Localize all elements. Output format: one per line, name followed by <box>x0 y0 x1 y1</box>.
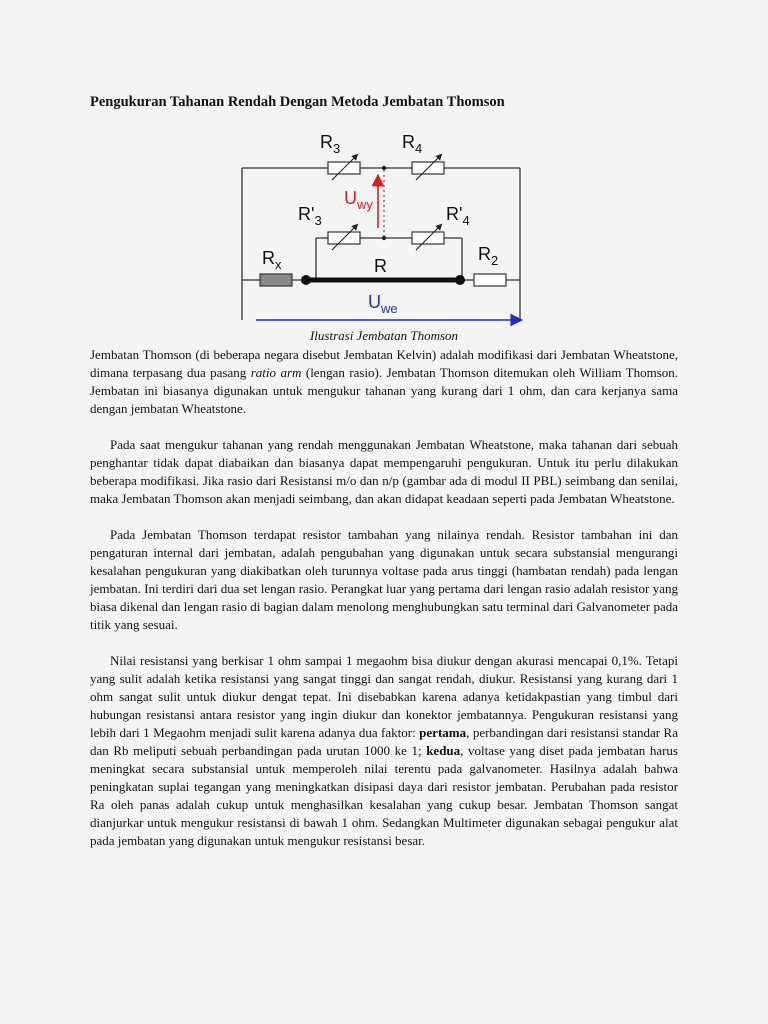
node-top-middle <box>382 166 386 170</box>
node-r-left <box>301 275 311 285</box>
node-r-right <box>455 275 465 285</box>
paragraph-4 <box>90 652 678 850</box>
document-title: Pengukuran Tahanan Rendah Dengan Metoda Jembatan Thomson <box>90 94 505 110</box>
ratio-arm-term: ratio arm <box>250 365 302 380</box>
paragraph-3: Pada Jembatan Thomson terdapat resistor tambahan yang nilainya rendah. Resistor tambahan ini dan pengaturan internal dari jembatan, adalah pengubahan yang digunakan untuk secara substansial mengurangi kesalahan pengukuran yang diakibatkan oleh turunnya voltase pada arus tinggi (hambatan rendah) pada lengan jembatan. Ini terdiri dari dua set lengan rasio. Perangkat luar yang pertama dari lengan rasio adalah resistor yang biasa dikenal dan lengan rasio di bagian dalam menolong menghubungkan satu terminal dari Galvanometer pada titik yang sesuai. <box>90 527 678 632</box>
paragraph-1 <box>90 346 678 418</box>
paragraph-4-part-b: , perbandingan dari resistansi standar Ra dan Rb meliputi sebuah perbandingan pada urutan 1000 ke 1; <box>90 725 678 758</box>
label-uwe: $U_{we}$ <box>368 292 398 316</box>
term-pertama: pertama <box>419 725 467 740</box>
label-r4-prime: $R'_4$ <box>446 204 470 228</box>
resistor-r2 <box>474 274 506 286</box>
label-r4: $R_4$ <box>402 132 423 156</box>
paragraph-1-part-b: (lengan rasio). Jembatan Thomson ditemukan oleh William Thomson. Jembatan ini biasanya digunakan untuk mengukur tahanan yang kurang dari 1 ohm, dan cara kerjanya sama dengan jembatan Wheatstone. <box>90 365 679 416</box>
label-r: R <box>374 256 387 276</box>
figure-caption: Ilustrasi Jembatan Thomson <box>309 328 459 343</box>
paragraph-4-part-c: , voltase yang diset pada jembatan harus meningkat secara substansial untuk memperoleh nilai terentu pada galvanometer. Hasilnya adalah bahwa peningkatan suplai tegangan yang meningkatkan disipasi daya dari resistor jembatan. Perubahan pada resistor Ra oleh panas adalah cukup untuk menghasilkan kesalahan yang cukup besar. Jembatan Thomson sangat dianjurkar untuk mengukur resistansi di bawah 1 ohm. Sedangkan Multimeter digunakan sebagai pengukur alat pada jembatan yang digunakan untuk mengukur resistansi besar. <box>90 743 678 848</box>
body-text <box>90 346 678 868</box>
label-uwy: $U_{wy}$ <box>344 188 373 212</box>
label-r3-prime: $R'_3$ <box>298 204 322 228</box>
resistor-rx <box>260 274 292 286</box>
paragraph-2: Pada saat mengukur tahanan yang rendah menggunakan Jembatan Wheatstone, maka tahanan dari sebuah penghantar tidak dapat diabaikan dan biasanya dapat mempengaruhi pengukuran. Untuk itu perlu dilakukan beberapa modifikasi. Jika rasio dari Resistansi m/o dan n/p (gambar ada di modul II PBL) seimbang dan senilai, maka Jembatan Thomson akan menjadi seimbang, dan akan didapat keadaan seperti pada Jembatan Wheatstone. <box>90 437 678 506</box>
label-r2: $R_2$ <box>478 244 499 268</box>
paragraph-4-part-a: Nilai resistansi yang berkisar 1 ohm sampai 1 megaohm bisa diukur dengan akurasi mencapai 0,1%. Tetapi yang sulit adalah ketika resistansi yang sangat tinggi dan sangat rendah, diukur. Resistansi yang kurang dari 1 ohm sangat sulit untuk diukur dengat tepat. Ini disebabkan karena adanya ketidakpastian yang timbul dari hubungan resistansi antara resistor yang ingin diukur dan konektor jembatannya. Pengukuran resistansi yang lebih dari 1 Megaohm menjadi sulit karena adanya dua faktor: <box>90 653 678 740</box>
label-r3: $R_3$ <box>320 132 341 156</box>
node-inner-middle <box>382 236 386 240</box>
term-kedua: kedua <box>426 743 461 758</box>
label-rx: $R_x$ <box>262 248 282 272</box>
paragraph-1-part-a: Jembatan Thomson (di beberapa negara disebut Jembatan Kelvin) adalah modifikasi dari Jembatan Wheatstone, dimana terpasang dua pasang <box>90 347 678 380</box>
thomson-bridge-diagram <box>232 124 532 330</box>
